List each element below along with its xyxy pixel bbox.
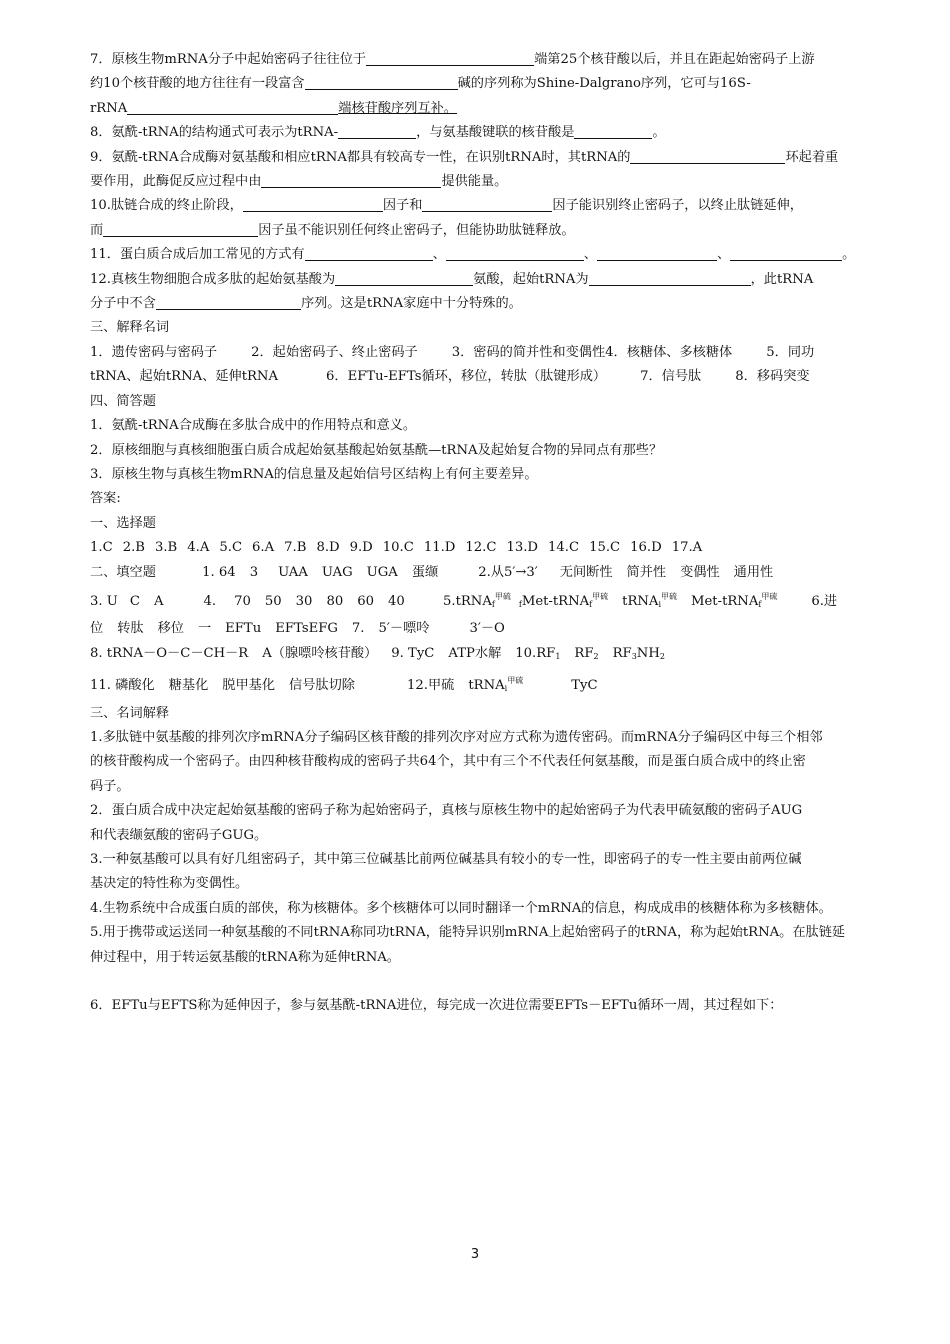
choice-answer: 6.A	[252, 540, 275, 556]
choice-answers	[90, 536, 865, 560]
blank	[335, 270, 473, 286]
blank	[630, 148, 785, 164]
choice-answer: 5.C	[219, 540, 243, 556]
explanation-line: 6．EFTu与EFTS称为延伸因子，参与氨基酰-tRNA进位，每完成一次进位需要EFTs－EFTu循环一周，其过程如下：	[90, 998, 783, 1014]
section-heading: 三、解释名词	[90, 320, 170, 336]
section-heading: 四、简答题	[90, 393, 156, 409]
choice-answer: 2.B	[122, 540, 145, 556]
blank	[446, 245, 584, 261]
fill-answers-line3: 位 转肽 移位 一 EFTu EFTsEFG 7. 5′－嘌呤 3′－O	[90, 621, 505, 637]
q7-line1: 7．原核生物mRNA分子中起始密码子往往位于 端第25个核苷酸以后，并且在距起始密码子上游	[90, 52, 815, 67]
explanation-line: 伸过程中，用于转运氨基酸的tRNA称为延伸tRNA。	[90, 949, 400, 965]
q10-line1: 10.肽链合成的终止阶段， 因子和 因子能识别终止密码子，以终止肽链延伸，	[90, 198, 803, 214]
page-number: 3	[470, 1247, 480, 1262]
blank	[366, 50, 534, 66]
blank	[261, 172, 441, 188]
blank	[103, 221, 258, 237]
blank	[422, 196, 552, 212]
section-heading: 一、选择题	[90, 515, 156, 531]
terms-line2: tRNA、起始tRNA、延伸tRNA 6．EFTu-EFTs循环，移位，转肽（肽键形成） 7．信号肽 8．移码突变	[90, 369, 810, 385]
explanation-line: 3.一种氨基酸可以具有好几组密码子，其中第三位碱基比前两位碱基具有较小的专一性，即密码子的专一性主要由前两位碱	[90, 852, 802, 867]
choice-answer: 4.A	[187, 540, 210, 556]
blank	[589, 270, 751, 286]
explanation-line: 的核苷酸构成一个密码子。由四种核苷酸构成的密码子共64个，其中有三个不代表任何氨基酸，而是蛋白质合成中的终止密	[90, 754, 806, 770]
choice-answer: 12.C	[465, 540, 497, 556]
fill-answers-line2: 3. U C A 4. 70 50 30 80 60 40 5.tRNA$_f^{甲硫}_f$Met-tRNA$_f^{甲硫}$ tRNA$_i^{甲硫}$ Met-tRNA$_f^{甲硫}$ 6.进	[90, 591, 838, 609]
choice-answer: 11.D	[423, 540, 456, 556]
fill-answers-line1: 二、填空题 1. 64 3 UAA UAG UGA 蛋缬 2.从5′→3′ 无间断性 简并性 变偶性 通用性	[90, 564, 774, 580]
blank	[127, 99, 338, 115]
blank	[730, 245, 842, 261]
q12-line1: 12.真核生物细胞合成多肽的起始氨基酸为 氨酸，起始tRNA为 ，此tRNA	[90, 271, 814, 287]
short-question: 1．氨酰-tRNA合成酶在多肽合成中的作用特点和意义。	[90, 418, 417, 434]
blank	[338, 123, 416, 139]
blank	[597, 245, 717, 261]
explanation-line: 2．蛋白质合成中决定起始氨基酸的密码子称为起始密码子，真核与原核生物中的起始密码子为代表甲硫氨酸的密码子AUG	[90, 803, 803, 819]
blank	[243, 196, 383, 212]
q9-line2: 要作用，此酶促反应过程中由 提供能量。	[90, 174, 508, 190]
blank	[156, 294, 301, 310]
q10-line2: 而 因子虽不能识别任何终止密码子，但能协助肽链释放。	[90, 222, 575, 238]
q12-line2: 分子中不含 序列。这是tRNA家庭中十分特殊的。	[90, 296, 522, 312]
choice-answer: 10.C	[382, 540, 414, 556]
explanation-line: 1.多肽链中氨基酸的排列次序mRNA分子编码区核苷酸的排列次序对应方式称为遗传密码。而mRNA分子编码区中每三个相邻	[90, 729, 823, 745]
choice-answer: 16.D	[630, 540, 662, 556]
short-question: 3．原核生物与真核生物mRNA的信息量及起始信号区结构上有何主要差异。	[90, 466, 538, 482]
choice-answer: 8.D	[316, 540, 340, 556]
explanation-line: 基决定的特性称为变偶性。	[90, 876, 249, 892]
terms-line1: 1．遗传密码与密码子 2．起始密码子、终止密码子 3．密码的简并性和变偶性4．核糖体、多核糖体 5．同功	[90, 344, 815, 360]
choice-answer: 3.B	[154, 540, 178, 556]
explanation-line: 和代表缬氨酸的密码子GUG。	[90, 827, 268, 843]
blank	[305, 74, 458, 90]
choice-answer: 14.C	[548, 540, 580, 556]
choice-answer: 15.C	[589, 540, 621, 556]
fill-answers-line5: 11. 磷酸化 糖基化 脱甲基化 信号肽切除 12.甲硫 tRNA$_i^{甲硫}$ TyC	[90, 676, 598, 694]
choice-answer: 7.B	[284, 540, 307, 556]
choice-answer: 17.A	[671, 540, 703, 556]
short-question: 2．原核细胞与真核细胞蛋白质合成起始氨基酸起始氨基酰—tRNA及起始复合物的异同点有那些？	[90, 442, 663, 458]
q8-line: 8．氨酰-tRNA的结构通式可表示为tRNA- ，与氨基酸键联的核苷酸是 。	[90, 125, 666, 141]
blank	[305, 245, 433, 261]
explanation-line: 码子。	[90, 778, 130, 794]
explanation-line: 5.用于携带或运送同一种氨基酸的不同tRNA称同功tRNA，能特异识别mRNA上起始密码子的tRNA，称为起始tRNA。在肽链延	[90, 925, 846, 941]
q7-line3: rRNA 端核苷酸序列互补。	[90, 100, 457, 116]
choice-answer: 1.C	[90, 540, 113, 556]
blank-line	[90, 970, 865, 994]
q11-line: 11．蛋白质合成后加工常见的方式有 、 、 、 。	[90, 247, 856, 263]
choice-answer: 9.D	[349, 540, 373, 556]
blank	[574, 123, 652, 139]
q7-line2: 约10个核苷酸的地方往往有一段富含 碱的序列称为Shine-Dalgrano序列，它可与16S-	[90, 76, 751, 92]
answers-title: 答案:	[90, 491, 121, 507]
fill-answers-line4: 8. tRNA－O－C－CH－R A（腺嘌呤核苷酸） 9. TyC ATP水解 $10.RF_1$ $RF_2$ $RF_3NH_2$	[90, 645, 665, 661]
explanation-line: 4.生物系统中合成蛋白质的部侠，称为核糖体。多个核糖体可以同时翻译一个mRNA的信息，构成成串的核糖体称为多核糖体。	[90, 900, 832, 916]
q9-line1: 9．氨酰-tRNA合成酶对氨基酸和相应tRNA都具有较高专一性，在识别tRNA时，其tRNA的 环起着重	[90, 149, 839, 165]
choice-answer: 13.D	[506, 540, 538, 556]
section-heading: 三、名词解释	[90, 705, 170, 721]
document-body	[90, 48, 865, 1018]
